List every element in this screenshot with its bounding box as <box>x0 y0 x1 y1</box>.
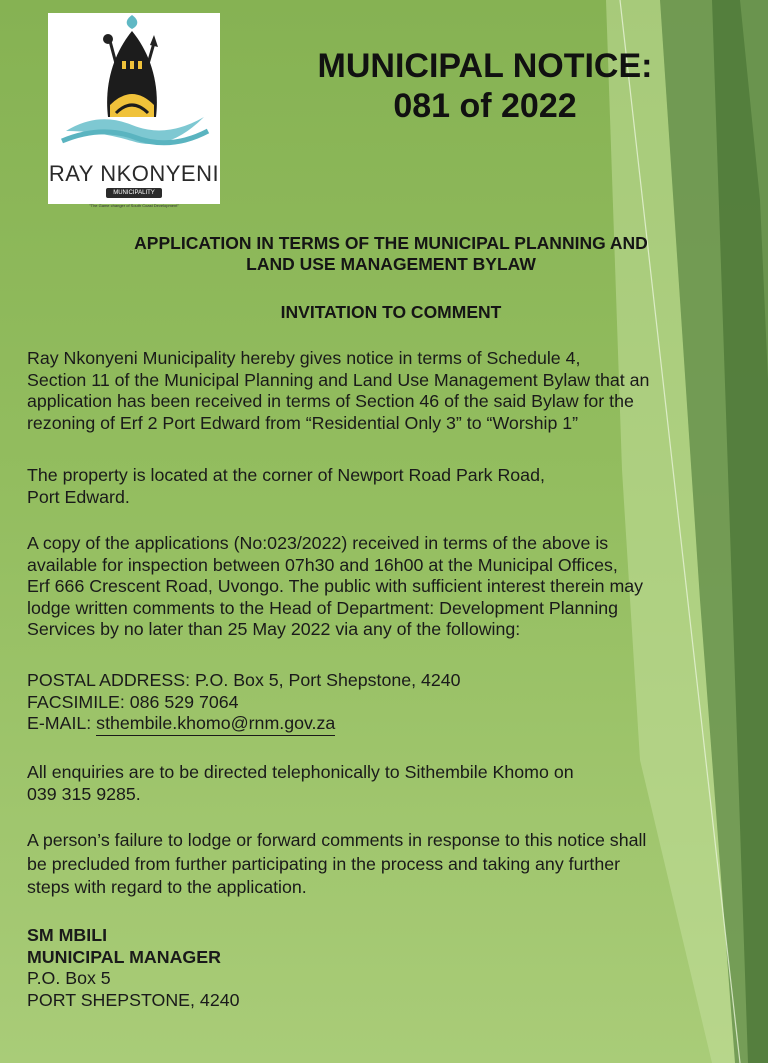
logo-tagline: "The Game changer of South Coast Development" <box>89 203 179 208</box>
notice-number: 081 of 2022 <box>393 87 577 125</box>
text-line: rezoning of Erf 2 Port Edward from “Residential Only 3” to “Worship 1” <box>27 412 579 433</box>
text-line: A copy of the applications (No:023/2022) received in terms of the above is <box>27 533 609 553</box>
municipality-logo <box>48 13 220 208</box>
logo-subtitle: MUNICIPALITY <box>106 188 162 198</box>
notice-title-line1: MUNICIPAL NOTICE: <box>317 47 653 85</box>
facsimile: FACSIMILE: 086 529 7064 <box>27 691 239 712</box>
email-label: E-MAIL: <box>27 713 97 733</box>
text-line: available for inspection between 07h30 and 16h00 at the Municipal Offices, <box>27 554 618 575</box>
text-line: Port Edward. <box>27 486 130 507</box>
text-line: Erf 666 Crescent Road, Uvongo. The public with sufficient interest therein may <box>27 576 644 596</box>
text-line: be precluded from further participating in the process and taking any further <box>27 853 621 874</box>
notice-heading-line2: LAND USE MANAGEMENT BYLAW <box>246 254 536 274</box>
text-line: A person’s failure to lodge or forward comments in response to this notice shall <box>27 830 647 850</box>
logo-name: RAY NKONYENI <box>48 161 220 186</box>
text-line: application has been received in terms of Section 46 of the said Bylaw for the <box>27 391 634 411</box>
text-line: steps with regard to the application. <box>27 877 307 897</box>
paragraph-failure <box>27 829 767 900</box>
contact-details <box>27 670 767 735</box>
text-line: lodge written comments to the Head of Department: Development Planning <box>27 597 619 618</box>
postal-address: POSTAL ADDRESS: P.O. Box 5, Port Shepstone, 4240 <box>27 670 461 690</box>
text-line: Section 11 of the Municipal Planning and Land Use Management Bylaw that an <box>27 369 650 390</box>
email-row <box>27 713 767 735</box>
paragraph-location <box>27 465 767 508</box>
text-line: All enquiries are to be directed telephonically to Sithembile Khomo on <box>27 762 574 782</box>
text-line: Services by no later than 25 May 2022 via any of the following: <box>27 619 521 639</box>
text-line: The property is located at the corner of Newport Road Park Road, <box>27 465 545 485</box>
text-line: Ray Nkonyeni Municipality hereby gives notice in terms of Schedule 4, <box>27 348 581 368</box>
signatory-city: PORT SHEPSTONE, 4240 <box>27 989 240 1010</box>
notice-heading <box>60 233 722 275</box>
notice-subheading: INVITATION TO COMMENT <box>280 302 502 322</box>
email-link[interactable]: sthembile.khomo@rnm.gov.za <box>96 713 335 736</box>
notice-heading-line1: APPLICATION IN TERMS OF THE MUNICIPAL PLANNING AND <box>134 233 648 253</box>
signatory-box: P.O. Box 5 <box>27 968 111 988</box>
signatory-role: MUNICIPAL MANAGER <box>27 946 221 967</box>
paragraph-application <box>27 348 767 434</box>
notice-title <box>270 46 700 126</box>
signatory-name: SM MBILI <box>27 925 108 945</box>
shield-emblem-icon <box>48 13 220 163</box>
paragraph-inspection <box>27 533 767 641</box>
text-line: 039 315 9285. <box>27 783 141 804</box>
paragraph-enquiries <box>27 762 767 805</box>
signature-block <box>27 925 767 1011</box>
